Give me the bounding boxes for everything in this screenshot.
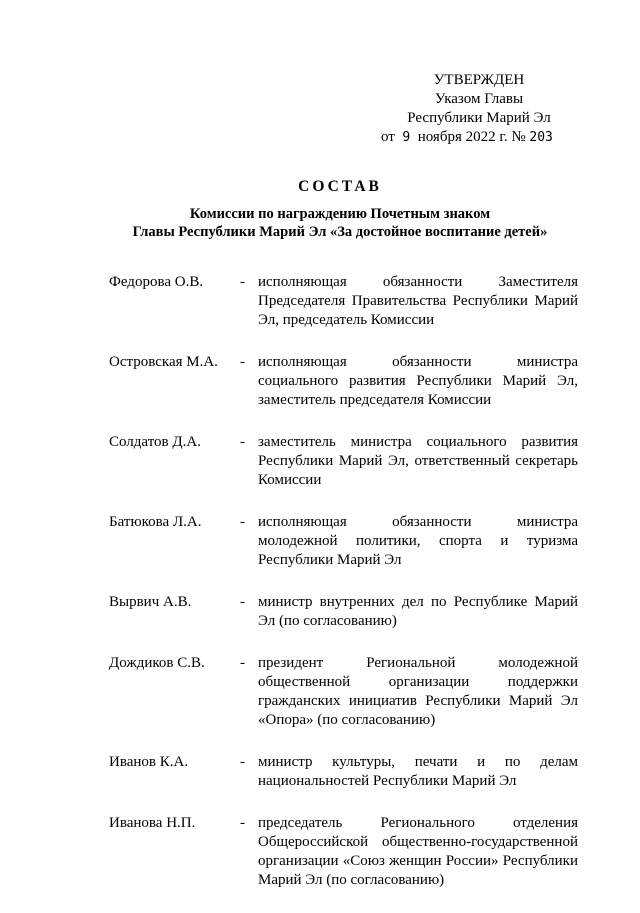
- approval-republic: Республики Марий Эл: [407, 110, 551, 126]
- member-name: Федорова О.В.: [109, 274, 204, 290]
- approval-stamp: [379, 71, 579, 147]
- member-role: исполняющая обязанности Заместителя Председателя Правительства Республики Марий Эл, председатель Комиссии: [258, 274, 578, 328]
- member-row: [109, 353, 579, 410]
- subtitle-line-2: Главы Республики Марий Эл «За достойное воспитание детей»: [132, 224, 548, 240]
- date-prefix: от: [381, 129, 395, 145]
- member-dash: -: [240, 434, 245, 450]
- member-name: Солдатов Д.А.: [109, 434, 201, 450]
- member-dash: -: [240, 514, 245, 530]
- commission-members-list: [109, 273, 579, 913]
- member-role: министр внутренних дел по Республике Марий Эл (по согласованию): [258, 594, 578, 629]
- member-row: [109, 593, 579, 631]
- member-row: [109, 753, 579, 791]
- member-row: [109, 273, 579, 330]
- member-name: Дождиков С.В.: [109, 655, 205, 671]
- member-name: Вырвич А.В.: [109, 594, 192, 610]
- member-role: заместитель министра социального развития Республики Марий Эл, ответственный секретарь Комиссии: [258, 434, 578, 488]
- member-role: президент Региональной молодежной общественной организации поддержки гражданских инициатив Республики Марий Эл «Опора» (по согласованию): [258, 655, 578, 728]
- subtitle-line-1: Комиссии по награждению Почетным знаком: [189, 206, 491, 222]
- member-dash: -: [240, 754, 245, 770]
- member-name: Иванова Н.П.: [109, 815, 196, 831]
- member-role: министр культуры, печати и по делам национальностей Республики Марий Эл: [258, 754, 578, 789]
- decree-number: 203: [529, 130, 553, 145]
- member-name: Иванов К.А.: [109, 754, 189, 770]
- member-dash: -: [240, 594, 245, 610]
- member-role: председатель Регионального отделения Общероссийской общественно-государственной организации «Союз женщин России» Республики Марий Эл (по согласованию): [258, 815, 578, 888]
- member-dash: -: [240, 354, 245, 370]
- document-subtitle: [20, 205, 640, 241]
- member-role: исполняющая обязанности министра социального развития Республики Марий Эл, заместитель председателя Комиссии: [258, 354, 578, 408]
- member-name: Островская М.А.: [109, 354, 218, 370]
- member-role: исполняющая обязанности министра молодежной политики, спорта и туризма Республики Марий Эл: [258, 514, 578, 568]
- approval-title: УТВЕРЖДЕН: [433, 72, 525, 88]
- member-dash: -: [240, 655, 245, 671]
- date-day: 9: [402, 130, 411, 145]
- member-dash: -: [240, 815, 245, 831]
- member-name: Батюкова Л.А.: [109, 514, 202, 530]
- document-title: СОСТАВ: [298, 178, 382, 195]
- member-dash: -: [240, 274, 245, 290]
- approval-date: [379, 128, 579, 147]
- member-row: [109, 433, 579, 490]
- approval-decree: Указом Главы: [434, 91, 524, 107]
- member-row: [109, 654, 579, 730]
- member-row: [109, 814, 579, 890]
- date-middle: ноября 2022 г. №: [417, 129, 526, 145]
- member-row: [109, 513, 579, 570]
